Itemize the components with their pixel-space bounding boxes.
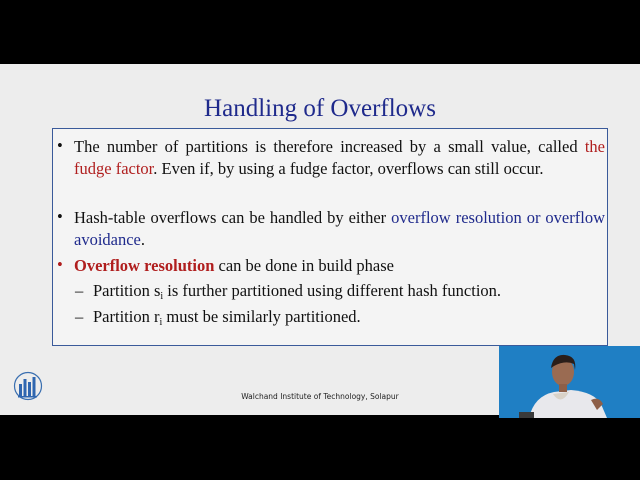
sub-2-marker: – bbox=[75, 307, 84, 326]
sub-1-marker: – bbox=[75, 281, 84, 300]
bullet-1-text: The number of partitions is therefore increased by a small value, called the fudge factor. Even if, by using a fudge factor, overflows can still occur. bbox=[74, 137, 605, 178]
sub-1-text: Partition $s_i$ is further partitioned using different hash function. bbox=[93, 281, 502, 302]
bullet-3-text: Overflow resolution can be done in build phase bbox=[74, 256, 395, 275]
presenter-figure bbox=[499, 346, 640, 418]
sub-2-text: Partition $r_i$ must be similarly partitioned. bbox=[93, 307, 361, 328]
slide-footer: Walchand Institute of Technology, Solapur bbox=[241, 392, 399, 401]
presenter-video bbox=[499, 346, 640, 418]
bullet-2-marker: • bbox=[57, 207, 63, 226]
content-box bbox=[52, 128, 608, 346]
bullet-3-marker: • bbox=[57, 255, 63, 274]
bullet-2-text: Hash-table overflows can be handled by either overflow resolution or overflow avoidance. bbox=[74, 208, 605, 249]
overflow-resolution-term: Overflow resolution bbox=[74, 256, 215, 275]
bullet-1-marker: • bbox=[57, 136, 63, 155]
slide-title: Handling of Overflows bbox=[204, 95, 436, 122]
fudge-factor-term: the fudge factor bbox=[74, 137, 605, 178]
overflow-options-term: overflow resolution or overflow avoidance bbox=[74, 208, 605, 249]
